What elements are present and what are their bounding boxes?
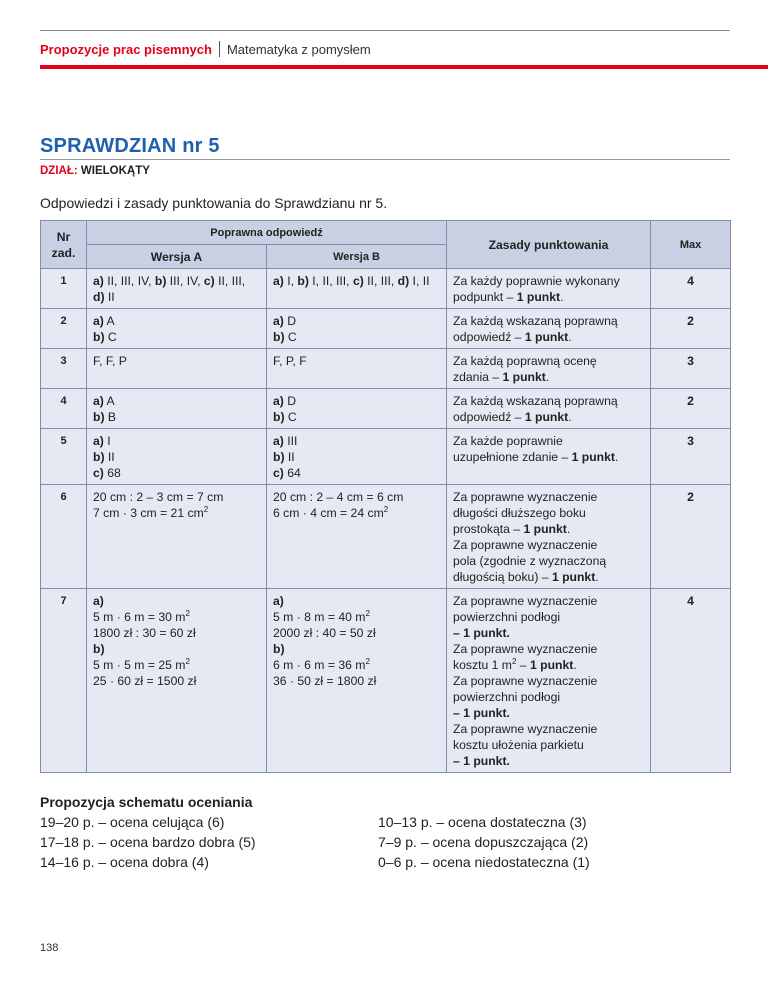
scoring-rule: Za każdą wskazaną poprawną odpowiedź – 1 punkt. (447, 389, 651, 429)
scoring-rule: Za każde poprawnie uzupełnione zdanie – 1 punkt. (447, 429, 651, 485)
table-row (41, 309, 731, 349)
header-version-a: Wersja A (87, 245, 267, 269)
answer-version-b: a) III b) II c) 64 (267, 429, 447, 485)
answer-version-a: a) A b) B (87, 389, 267, 429)
max-points: 3 (651, 349, 731, 389)
scoring-rule: Za poprawne wyznaczenie długości dłuższego boku prostokąta – 1 punkt. Za poprawne wyznaczenie pola (zgodnie z wyznaczoną długością boku) – 1 punkt. (447, 485, 651, 589)
header-max: Max (651, 221, 731, 269)
answer-version-a: a) I b) II c) 68 (87, 429, 267, 485)
answer-version-b: a) D b) C (267, 309, 447, 349)
max-points: 4 (651, 589, 731, 773)
answer-version-a: a) II, III, IV, b) III, IV, c) II, III, d) II (87, 269, 267, 309)
answer-version-a: 20 cm : 2 – 3 cm = 7 cm 7 cm · 3 cm = 21 $cm^2$ (87, 485, 267, 589)
max-points: 3 (651, 429, 731, 485)
grade-line: 14–16 p. – ocena dobra (4) (40, 854, 209, 870)
task-number: 5 (41, 429, 87, 485)
title-rule (40, 159, 730, 160)
max-points: 2 (651, 309, 731, 349)
intro-text: Odpowiedzi i zasady punktowania do Sprawdzianu nr 5. (40, 195, 388, 211)
task-number: 4 (41, 389, 87, 429)
header-scoring-rules: Zasady punktowania (447, 221, 651, 269)
header-section: Propozycje prac pisemnych (40, 41, 212, 57)
max-points: 4 (651, 269, 731, 309)
scoring-rule: Za każdy poprawnie wykonany podpunkt – 1 punkt. (447, 269, 651, 309)
answer-version-b: a) 5 m · 8 m = 40 $m^2$ 2000 zł : 40 = 50 zł b) 6 m · 6 m = 36 $m^2$ 36 · 50 zł = 1800 zł (267, 589, 447, 773)
table-row (41, 485, 731, 589)
grade-line: 0–6 p. – ocena niedostateczna (1) (378, 854, 590, 870)
header-book-title: Matematyka z pomysłem (226, 41, 371, 57)
answer-version-b: F, P, F (267, 349, 447, 389)
task-number: 3 (41, 349, 87, 389)
answer-version-a: a) 5 m · 6 m = 30 $m^2$ 1800 zł : 30 = 60 zł b) 5 m · 5 m = 25 $m^2$ 25 · 60 zł = 1500 zł (87, 589, 267, 773)
max-points: 2 (651, 485, 731, 589)
header-correct-answer: Poprawna odpowiedź (87, 221, 447, 245)
answer-version-b: a) I, b) I, II, III, c) II, III, d) I, II (267, 269, 447, 309)
scoring-rule: Za każdą wskazaną poprawną odpowiedź – 1 punkt. (447, 309, 651, 349)
running-header (40, 41, 371, 57)
header-nr: Nr zad. (41, 221, 87, 269)
grade-line: 7–9 p. – ocena dopuszczająca (2) (378, 834, 589, 850)
scoring-rule: Za poprawne wyznaczenie powierzchni podłogi – 1 punkt. Za poprawne wyznaczenie kosztu 1 $m^2 - 1$ punkt. Za poprawne wyznaczenie powierzchni podłogi – 1 punkt. Za poprawne wyznaczenie kosztu ułożenia parkietu – 1 punkt. (447, 589, 651, 773)
table-row (41, 589, 731, 773)
page-number: 138 (40, 942, 59, 954)
table-row (41, 429, 731, 485)
header-version-b: Wersja B (267, 245, 447, 269)
task-number: 7 (41, 589, 87, 773)
page-title: SPRAWDZIAN nr 5 (40, 135, 220, 157)
task-number: 2 (41, 309, 87, 349)
answer-version-a: a) A b) C (87, 309, 267, 349)
dzial-label: DZIAŁ: (40, 165, 78, 177)
grade-line: 17–18 p. – ocena bardzo dobra (5) (40, 834, 256, 850)
table-row (41, 269, 731, 309)
header-divider (219, 41, 220, 57)
grade-line: 19–20 p. – ocena celująca (6) (40, 814, 225, 830)
dzial-value: WIELOKĄTY (80, 165, 150, 177)
grading-scheme-right (378, 812, 590, 872)
answer-version-b: 20 cm : 2 – 4 cm = 6 cm 6 cm · 4 cm = 24 $cm^2$ (267, 485, 447, 589)
max-points: 2 (651, 389, 731, 429)
answer-version-b: a) D b) C (267, 389, 447, 429)
header-red-bar (40, 65, 768, 69)
task-number: 6 (41, 485, 87, 589)
answer-version-a: F, F, P (87, 349, 267, 389)
scoring-rule: Za każdą poprawną ocenę zdania – 1 punkt. (447, 349, 651, 389)
top-rule (40, 30, 730, 31)
grade-line: 10–13 p. – ocena dostateczna (3) (378, 814, 587, 830)
table-row (41, 349, 731, 389)
grading-scheme (40, 792, 256, 872)
task-number: 1 (41, 269, 87, 309)
table-row (41, 389, 731, 429)
section-label (40, 165, 150, 177)
answer-table (40, 220, 731, 773)
grading-scheme-title: Propozycja schematu oceniania (40, 794, 253, 810)
